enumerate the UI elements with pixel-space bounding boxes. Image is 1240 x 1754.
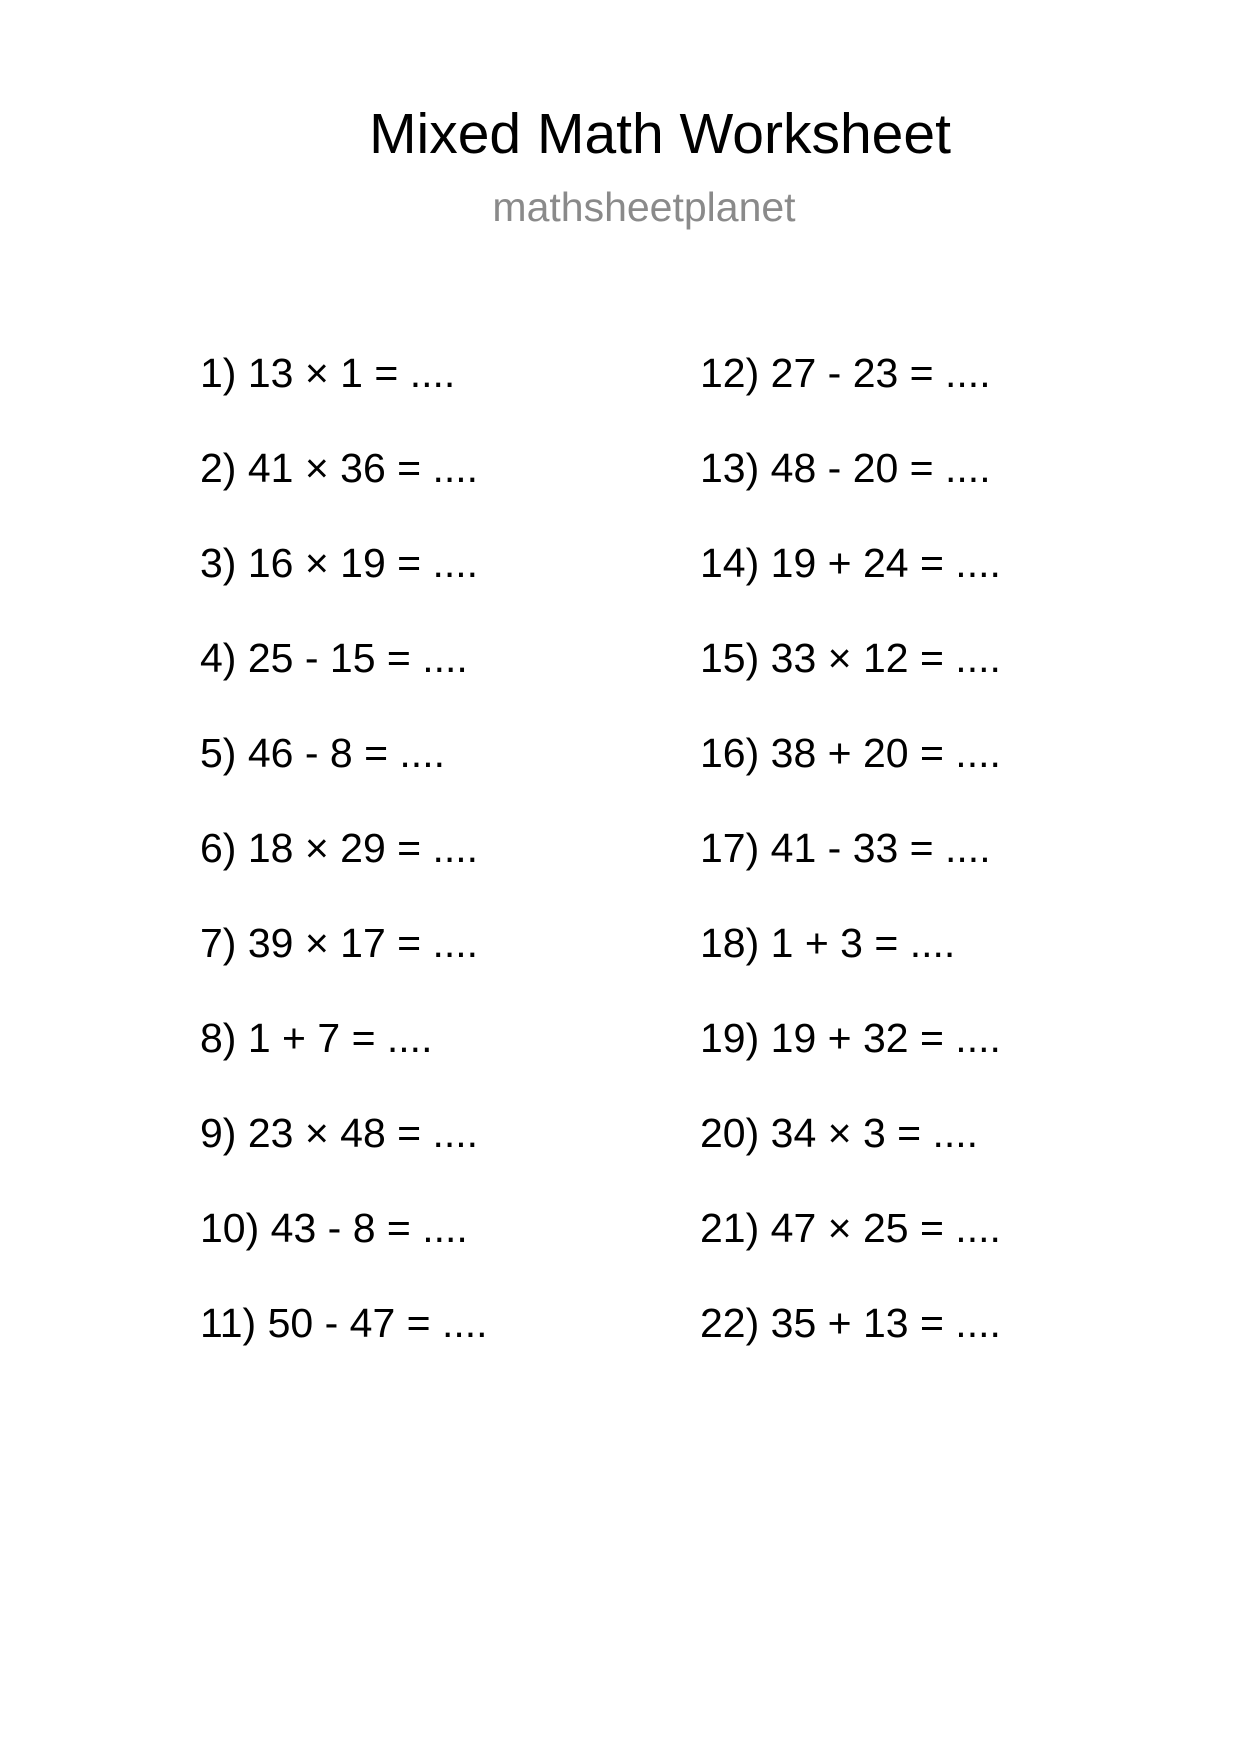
problem-column-right bbox=[700, 348, 1200, 1393]
problem-item: 9) 23 × 48 = .... bbox=[200, 1110, 479, 1156]
problem-item: 6) 18 × 29 = .... bbox=[200, 825, 479, 871]
problem-item: 12) 27 - 23 = .... bbox=[700, 350, 991, 396]
problem-item: 18) 1 + 3 = .... bbox=[700, 920, 956, 966]
problem-item: 2) 41 × 36 = .... bbox=[200, 445, 479, 491]
problem-item: 3) 16 × 19 = .... bbox=[200, 540, 479, 586]
problem-item: 20) 34 × 3 = .... bbox=[700, 1110, 979, 1156]
problem-item: 21) 47 × 25 = .... bbox=[700, 1205, 1001, 1251]
problem-item: 11) 50 - 47 = .... bbox=[200, 1300, 488, 1346]
problem-column-left bbox=[200, 348, 700, 1393]
problem-item: 22) 35 + 13 = .... bbox=[700, 1300, 1001, 1346]
problem-item: 1) 13 × 1 = .... bbox=[200, 350, 456, 396]
problem-item: 16) 38 + 20 = .... bbox=[700, 730, 1001, 776]
problem-item: 10) 43 - 8 = .... bbox=[200, 1205, 468, 1251]
problem-item: 5) 46 - 8 = .... bbox=[200, 730, 445, 776]
problem-item: 8) 1 + 7 = .... bbox=[200, 1015, 433, 1061]
problem-item: 17) 41 - 33 = .... bbox=[700, 825, 991, 871]
problem-item: 19) 19 + 32 = .... bbox=[700, 1015, 1001, 1061]
problem-item: 13) 48 - 20 = .... bbox=[700, 445, 991, 491]
problem-item: 14) 19 + 24 = .... bbox=[700, 540, 1001, 586]
problem-item: 4) 25 - 15 = .... bbox=[200, 635, 468, 681]
problem-item: 7) 39 × 17 = .... bbox=[200, 920, 479, 966]
worksheet-subtitle: mathsheetplanet bbox=[492, 184, 796, 230]
worksheet-title: Mixed Math Worksheet bbox=[369, 102, 951, 166]
problem-item: 15) 33 × 12 = .... bbox=[700, 635, 1001, 681]
